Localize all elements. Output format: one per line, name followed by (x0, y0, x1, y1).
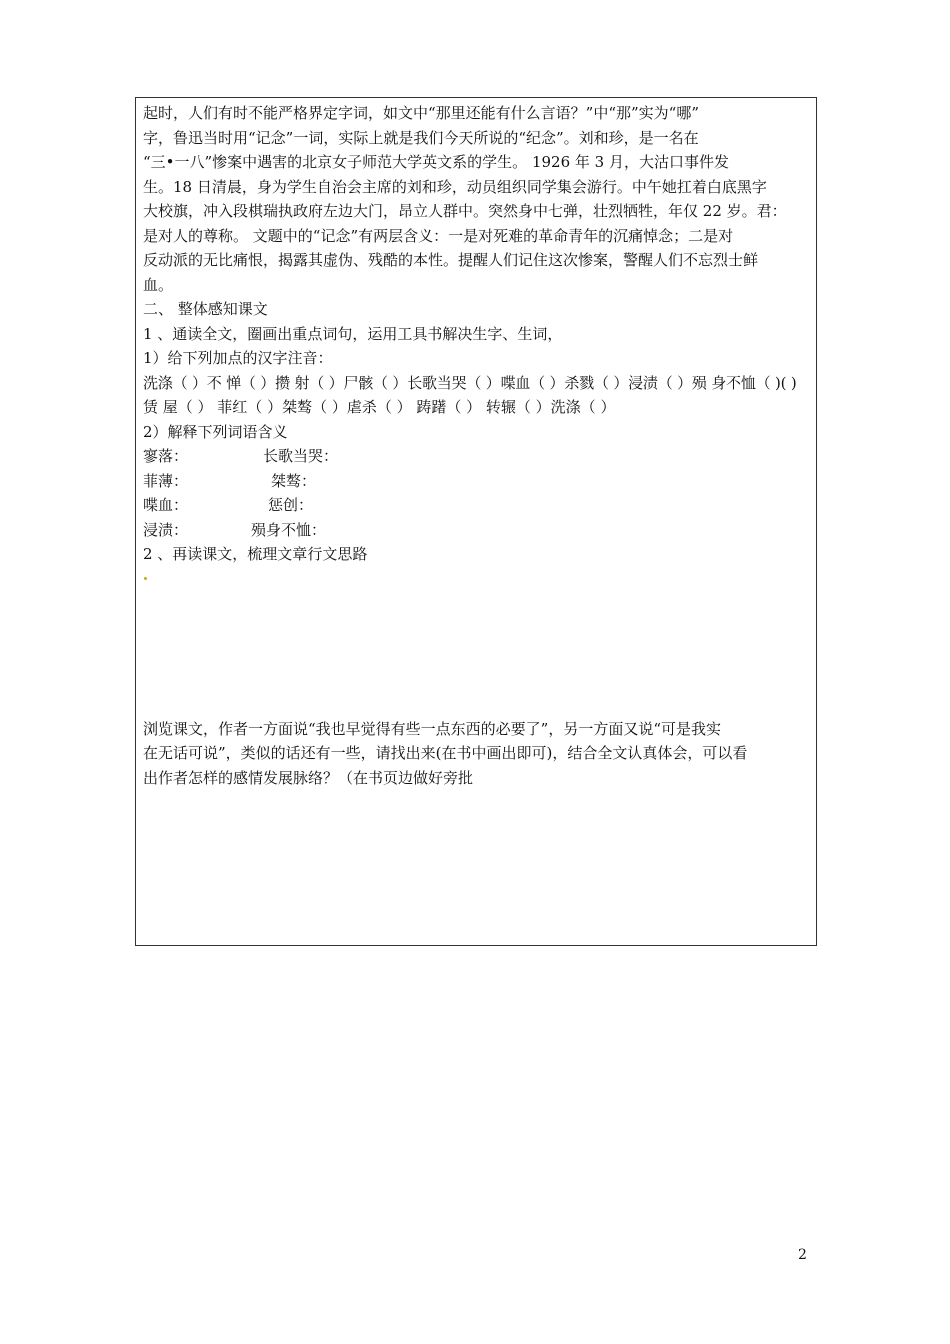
definition-term: 桀骜： (271, 471, 317, 490)
blank-answer-area (143, 567, 811, 717)
intro-line: 起时，人们有时不能严格界定字词，如文中“那里还能有什么言语？”中“那”实为“哪” (143, 104, 700, 122)
document-body (143, 101, 811, 790)
pinyin-line-1: 洗涤（ ）不 惮（ ）攒 射（ ）尸骸（ ）长歌当哭（ ）喋血（ ）杀戮（ ）浸渍（ ）殒 身不恤（ )( ) (143, 373, 797, 392)
definition-row (143, 469, 811, 494)
intro-line: 反动派的无比痛恨，揭露其虚伪、残酷的本性。提醒人们记住这次惨案，警醒人们不忘烈士鲜 (143, 251, 759, 269)
definition-row (143, 493, 811, 518)
step-1: 1 、通读全文，圈画出重点词句，运用工具书解决生字、生词， (143, 324, 563, 343)
step-2: 2 、再读课文，梳理文章行文思路 (143, 545, 368, 563)
definition-term: 寥落： (143, 447, 189, 465)
definition-term: 菲薄： (143, 471, 189, 490)
intro-line: 生。18 日清晨，身为学生自治会主席的刘和珍，动员组织同学集会游行。中午她扛着白底黑字 (143, 177, 767, 196)
question-2-label: 2）解释下列词语含义 (143, 422, 288, 441)
browse-line: 出作者怎样的感情发展脉络？（在书页边做好旁批 (143, 768, 474, 787)
intro-line: 是对人的尊称。 文题中的“记念”有两层含义：一是对死难的革命青年的沉痛悼念；二是对 (143, 226, 734, 245)
definition-term: 殒身不恤： (251, 520, 327, 539)
content-frame (135, 97, 817, 946)
intro-line: 血。 (143, 275, 174, 294)
definition-term: 喋血： (143, 496, 189, 514)
definition-term: 长歌当哭： (263, 447, 339, 465)
intro-line: 大校旗，冲入段棋瑞执政府左边大门，昂立人群中。突然身中七弹，壮烈牺牲，年仅 22 岁。君： (143, 202, 787, 220)
browse-line: 浏览课文，作者一方面说“我也早觉得有些一点东西的必要了”，另一方面又说“可是我实 (143, 719, 722, 738)
browse-line: 在无话可说”，类似的话还有一些，请找出来(在书中画出即可)，结合全文认真体会，可以看 (143, 744, 748, 762)
definition-term: 惩创： (268, 496, 314, 514)
intro-line: 字，鲁迅当时用“记念”一词，实际上就是我们今天所说的“纪念”。刘和珍，是一名在 (143, 128, 699, 147)
definition-row (143, 444, 811, 469)
page-number: 2 (798, 1247, 807, 1263)
section-heading: 二、 整体感知课文 (143, 300, 268, 318)
intro-line: “三•一八”惨案中遇害的北京女子师范大学英文系的学生。 1926 年 3 月，大沽口事件发 (143, 153, 729, 171)
definition-term: 浸渍： (143, 520, 189, 539)
definition-row (143, 518, 811, 543)
question-1-label: 1）给下列加点的汉字注音： (143, 349, 333, 367)
pinyin-line-2: 赁 屋（ ） 菲红（ ）桀骜（ ）虐杀（ ） 踌躇（ ） 转辗（ ）洗涤（ ） (143, 398, 616, 416)
